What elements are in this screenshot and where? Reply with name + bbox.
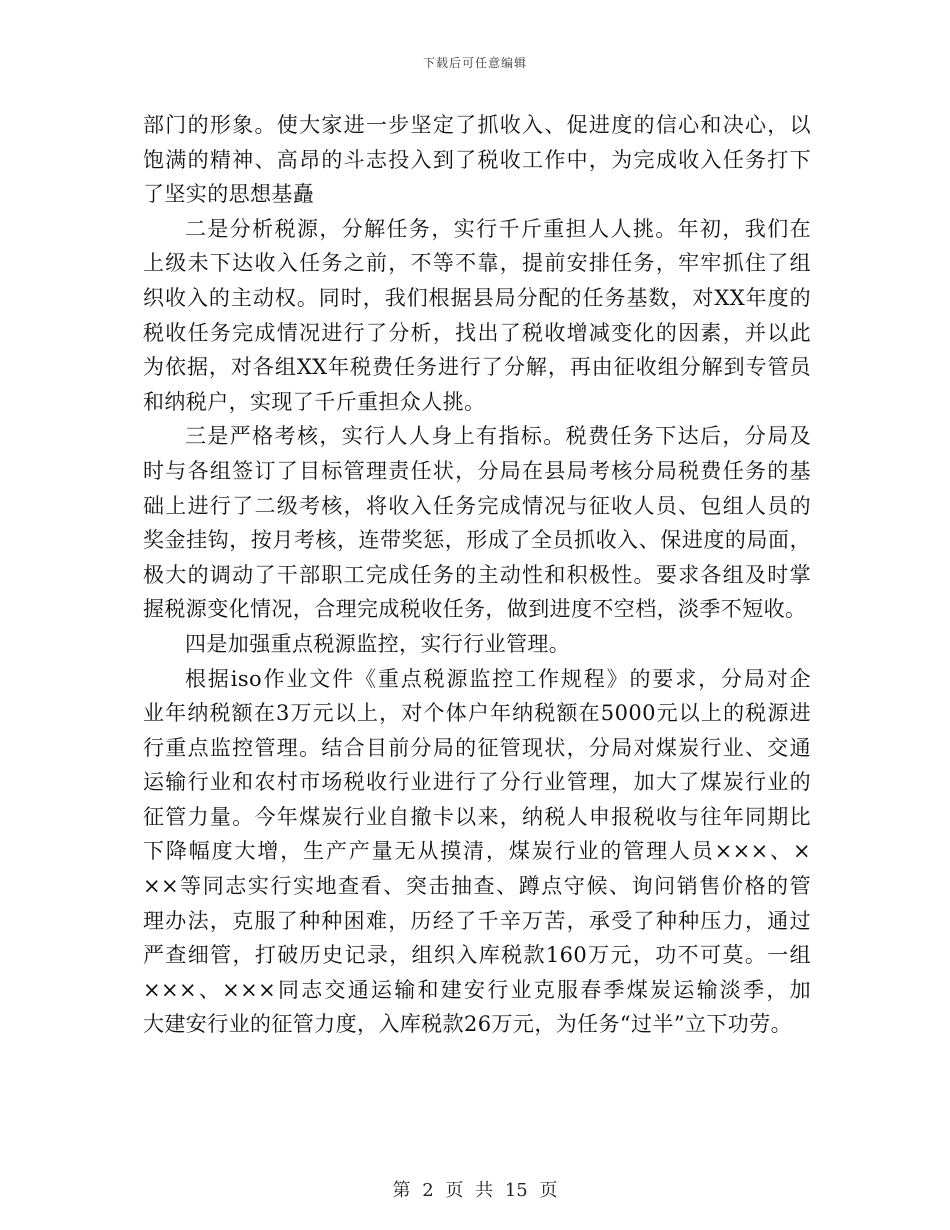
- text-line: 征管力量。今年煤炭行业自撤卡以来，纳税人申报税收与往年同期比: [143, 804, 811, 829]
- text-line: 为依据，对各组XX年税费任务进行了分解，再由征收组分解到专管员: [143, 355, 811, 380]
- page-header: 下载后可任意编辑: [422, 56, 527, 70]
- text-line: 上级未下达收入任务之前，不等不靠，提前安排任务，牢牢抓住了组: [143, 251, 811, 276]
- paragraph-start-line: 三是严格考核，实行人人身上有指标。税费任务下达后，分局及: [185, 424, 811, 449]
- text-line: ××等同志实行实地查看、突击抽查、蹲点守候、询问销售价格的管: [143, 874, 811, 899]
- text-line: 部门的形象。使大家进一步坚定了抓收入、促进度的信心和决心，以: [143, 113, 811, 137]
- text-line: 严查细管，打破历史记录，组织入库税款160万元，功不可莫。一组: [143, 943, 811, 968]
- text-line: 极大的调动了干部职工完成任务的主动性和积极性。要求各组及时掌: [143, 562, 811, 587]
- text-line: 握税源变化情况，合理完成税收任务，做到进度不空档，淡季不短收。: [143, 597, 807, 622]
- text-line: 织收入的主动权。同时，我们根据县局分配的任务基数，对XX年度的: [143, 285, 811, 310]
- text-line: 税收任务完成情况进行了分析，找出了税收增减变化的因素，并以此: [143, 320, 811, 345]
- text-line: 时与各组签订了目标管理责任状，分局在县局考核分局税费任务的基: [143, 458, 811, 483]
- text-line: 了坚实的思想基矗: [143, 182, 315, 207]
- text-line: 奖金挂钩，按月考核，连带奖惩，形成了全员抓收入、保进度的局面，: [143, 528, 811, 553]
- document-body: [143, 108, 811, 1042]
- text-line: 础上进行了二级考核，将收入任务完成情况与征收人员、包组人员的: [143, 493, 811, 518]
- text-line: 运输行业和农村市场税收行业进行了分行业管理，加大了煤炭行业的: [143, 770, 811, 795]
- paragraph-start-line: 二是分析税源，分解任务，实行千斤重担人人挑。年初，我们在: [185, 216, 811, 241]
- text-line: 理办法，克服了种种困难，历经了千辛万苦，承受了种种压力，通过: [143, 908, 811, 933]
- text-line: 和纳税户，实现了千斤重担众人挑。: [143, 389, 486, 414]
- text-line: 饱满的精神、高昂的斗志投入到了税收工作中，为完成收入任务打下: [143, 147, 811, 172]
- text-line: 业年纳税额在3万元以上，对个体户年纳税额在5000元以上的税源进: [143, 701, 811, 726]
- text-line: ×××、×××同志交通运输和建安行业克服春季煤炭运输淡季，加: [143, 977, 811, 1002]
- text-line: 下降幅度大增，生产产量无从摸清，煤炭行业的管理人员×××、×: [143, 839, 811, 864]
- text-line: 大建安行业的征管力度，入库税款26万元，为任务“过半”立下功劳。: [143, 1012, 792, 1037]
- paragraph-start-line: 四是加强重点税源监控，实行行业管理。: [185, 631, 571, 656]
- paragraph-start-line: 根据iso作业文件《重点税源监控工作规程》的要求，分局对企: [185, 666, 811, 691]
- page-number-footer: 第 2 页 共 15 页: [392, 1180, 558, 1201]
- text-line: 行重点监控管理。结合目前分局的征管现状，分局对煤炭行业、交通: [143, 735, 811, 760]
